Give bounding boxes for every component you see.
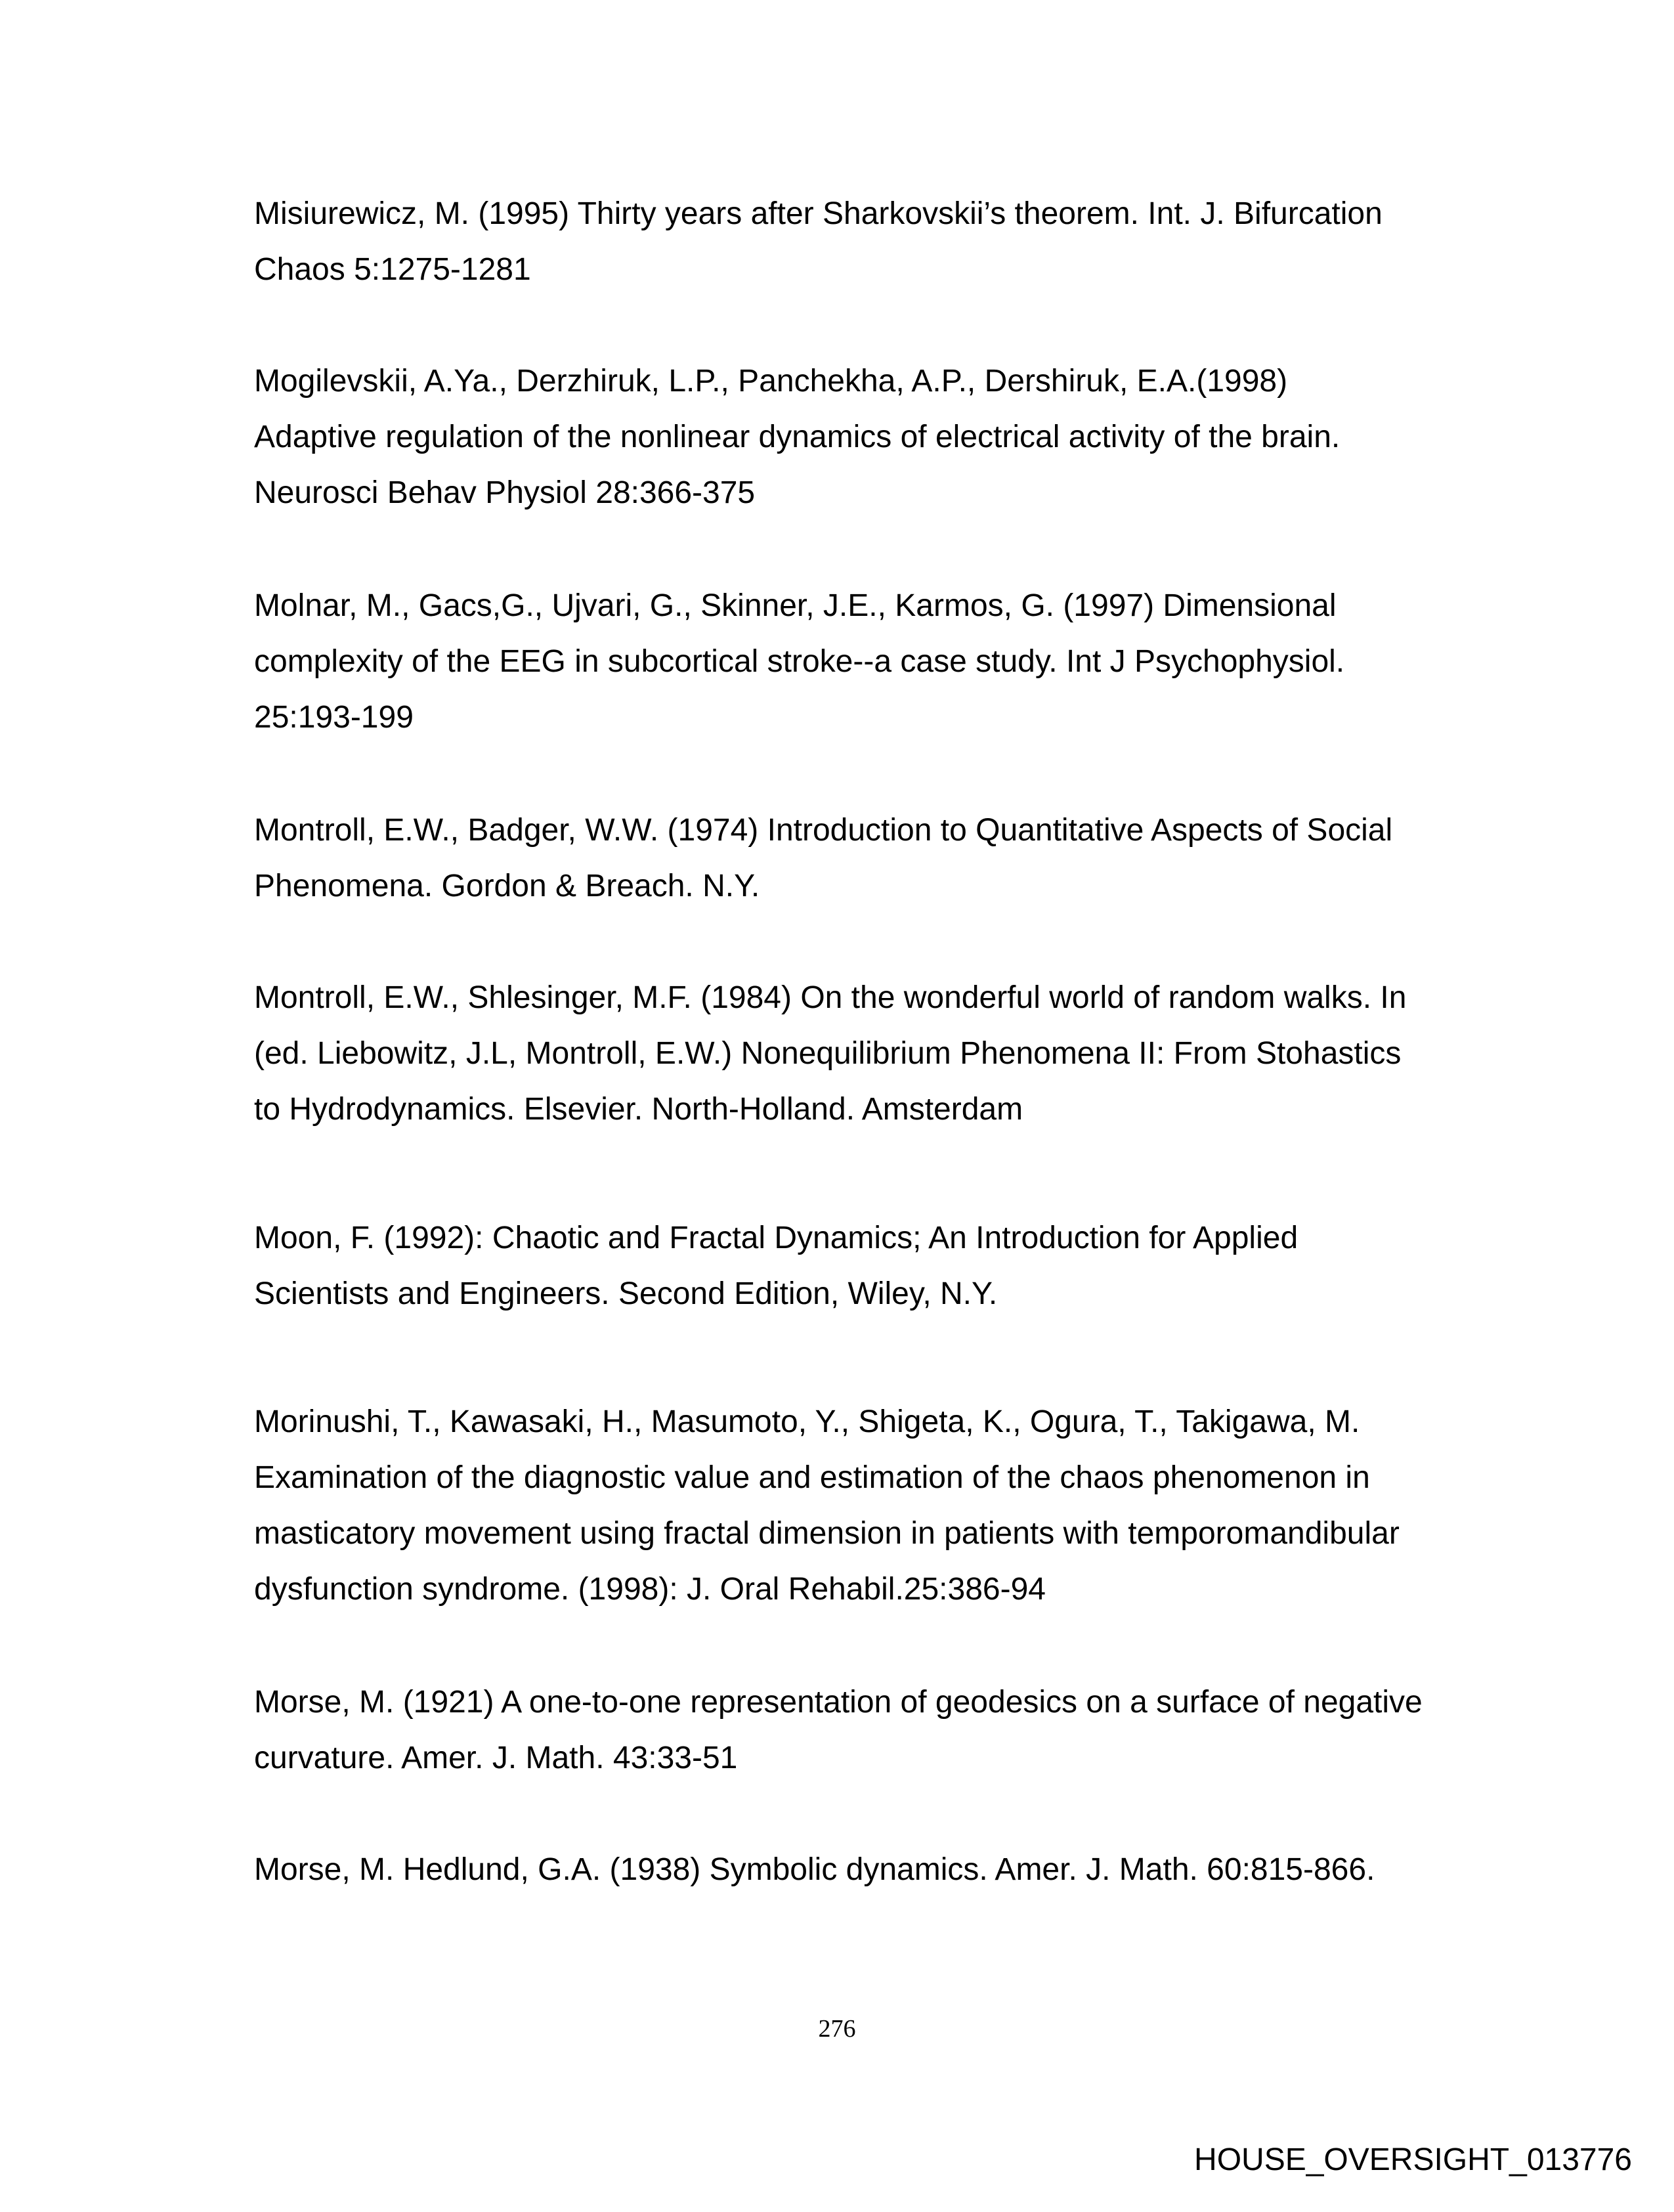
reference-line: 25:193-199 — [254, 700, 414, 735]
reference-entry — [254, 353, 1501, 521]
reference-entry — [254, 1842, 1501, 1898]
reference-line: Morse, M. (1921) A one-to-one representation of geodesics on a surface of negative — [254, 1685, 1423, 1720]
reference-entry — [254, 578, 1501, 745]
reference-entry — [254, 802, 1501, 914]
reference-line: Misiurewicz, M. (1995) Thirty years after Sharkovskii’s theorem. Int. J. Bifurcation — [254, 196, 1383, 231]
reference-line: Examination of the diagnostic value and estimation of the chaos phenomenon in — [254, 1460, 1370, 1495]
reference-line: dysfunction syndrome. (1998): J. Oral Rehabil.25:386-94 — [254, 1572, 1046, 1607]
reference-line: Montroll, E.W., Badger, W.W. (1974) Introduction to Quantitative Aspects of Social — [254, 813, 1393, 848]
document-id: HOUSE_OVERSIGHT_013776 — [1194, 2142, 1632, 2177]
reference-line: curvature. Amer. J. Math. 43:33-51 — [254, 1741, 738, 1775]
reference-entry — [254, 1674, 1501, 1786]
reference-line: Montroll, E.W., Shlesinger, M.F. (1984) On the wonderful world of random walks. In — [254, 980, 1407, 1015]
reference-line: Chaos 5:1275-1281 — [254, 252, 531, 287]
reference-line: Phenomena. Gordon & Breach. N.Y. — [254, 869, 760, 903]
reference-line: Morse, M. Hedlund, G.A. (1938) Symbolic dynamics. Amer. J. Math. 60:815-866. — [254, 1852, 1375, 1887]
reference-line: Adaptive regulation of the nonlinear dynamics of electrical activity of the brain. — [254, 420, 1341, 454]
reference-entry — [254, 1394, 1501, 1617]
reference-entry — [254, 1210, 1501, 1322]
reference-entry — [254, 186, 1501, 297]
reference-line: Molnar, M., Gacs,G., Ujvari, G., Skinner, J.E., Karmos, G. (1997) Dimensional — [254, 588, 1337, 623]
reference-line: Morinushi, T., Kawasaki, H., Masumoto, Y., Shigeta, K., Ogura, T., Takigawa, M. — [254, 1404, 1360, 1439]
reference-line: complexity of the EEG in subcortical stroke--a case study. Int J Psychophysiol. — [254, 644, 1345, 679]
reference-line: Mogilevskii, A.Ya., Derzhiruk, L.P., Panchekha, A.P., Dershiruk, E.A.(1998) — [254, 364, 1288, 399]
reference-entry — [254, 970, 1501, 1137]
reference-line: masticatory movement using fractal dimension in patients with temporomandibular — [254, 1516, 1400, 1551]
reference-line: Neurosci Behav Physiol 28:366-375 — [254, 475, 756, 510]
reference-line: Scientists and Engineers. Second Edition, Wiley, N.Y. — [254, 1276, 998, 1311]
page-number: 276 — [818, 2015, 856, 2043]
reference-line: (ed. Liebowitz, J.L, Montroll, E.W.) Nonequilibrium Phenomena II: From Stohastics — [254, 1036, 1402, 1071]
reference-line: to Hydrodynamics. Elsevier. North-Holland. Amsterdam — [254, 1092, 1023, 1127]
reference-line: Moon, F. (1992): Chaotic and Fractal Dynamics; An Introduction for Applied — [254, 1221, 1298, 1255]
